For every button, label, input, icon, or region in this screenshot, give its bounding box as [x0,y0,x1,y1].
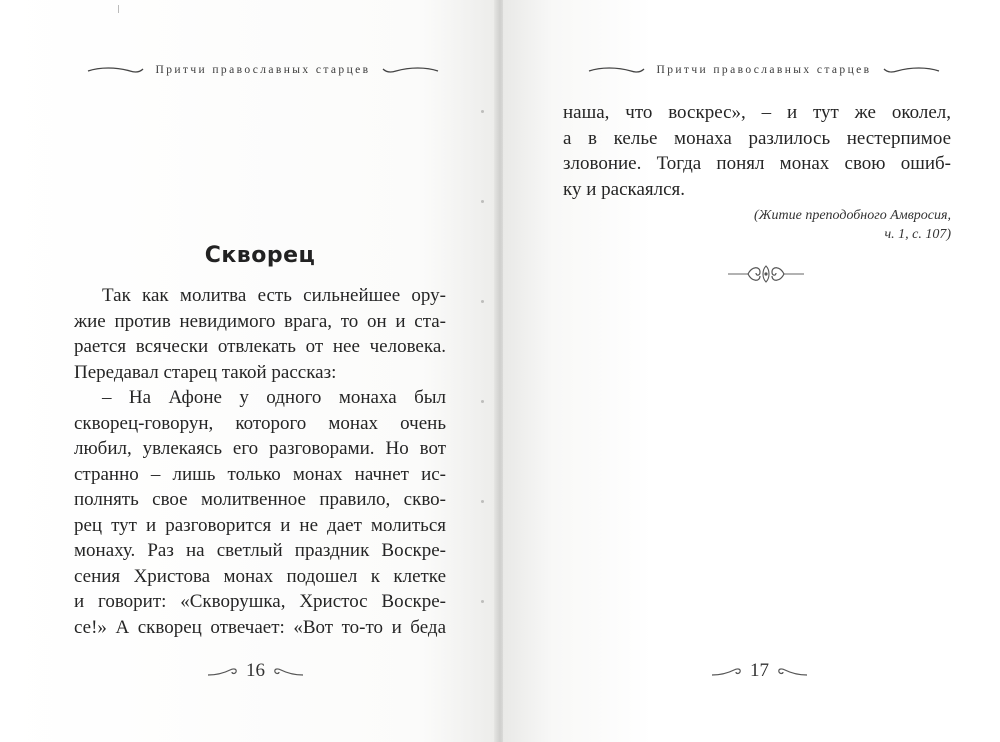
text-line: странно – лишь только монах начнет ис- [74,463,446,485]
binding-stitch [481,500,484,503]
scan-mark [118,5,119,13]
binding-stitch [481,400,484,403]
running-head-left [78,58,448,82]
text-line: ку и раскаялся. [563,178,686,200]
swash-right-icon [883,64,941,76]
text-line: полнять свое молитвенное правило, скво- [74,489,446,510]
swash-left-icon [86,64,144,76]
left-body-text [74,283,446,640]
swash-left-icon [587,64,645,76]
binding-stitch [481,200,484,203]
curl-left-icon [710,664,744,678]
source-citation [563,206,951,244]
binding-stitch [481,600,484,603]
curl-right-icon [775,664,809,678]
text-line: монаху. Раз на светлый праздник Воскре- [74,540,446,561]
text-line: и говорит: «Скворушка, Христос Воскре- [74,591,446,612]
text-line: любил, увлекаясь его разговорами. Но вот [74,438,446,459]
right-page [503,0,1000,742]
running-head-right [578,58,950,82]
page-number-left [206,660,305,682]
page-number: 16 [246,660,265,681]
binding-stitch [481,110,484,113]
text-line: зловоние. Тогда понял монах свою ошиб- [563,153,951,174]
text-line: а в келье монаха разлилось нестерпимое [563,127,951,149]
curl-right-icon [271,664,305,678]
text-line: рается всячески отвлекать от нее человека. [74,336,446,357]
curl-left-icon [206,664,240,678]
page-number: 17 [750,660,769,681]
binding-stitch [481,300,484,303]
text-line: Так как молитва есть сильнейшее ору- [102,285,446,306]
citation-line: ч. 1, с. 107) [884,227,951,242]
running-title: Притчи православных старцев [656,64,872,76]
swash-right-icon [382,64,440,76]
right-body-text [563,100,951,202]
text-line: скворец-говорун, которого монах очень [74,412,446,434]
scroll-ornament-icon [726,262,806,291]
text-line: се!» А скворец отвечает: «Вот то-то и беда [74,616,446,638]
left-page [0,0,497,742]
running-title: Притчи православных старцев [155,64,371,76]
page-number-right [710,660,809,682]
chapter-heading: Скворец [204,243,316,268]
text-line: жие против невидимого врага, то он и ста- [74,310,446,332]
text-line: сения Христова монах подошел к клетке [74,565,446,587]
text-line: наша, что воскрес», – и тут же околел, [563,102,951,123]
text-line: Передавал старец такой рассказ: [74,361,337,383]
text-line: – На Афоне у одного монаха был [102,387,446,408]
text-line: рец тут и разговорится и не дает молиться [74,514,446,536]
citation-line: (Житие преподобного Амвросия, [754,208,951,223]
